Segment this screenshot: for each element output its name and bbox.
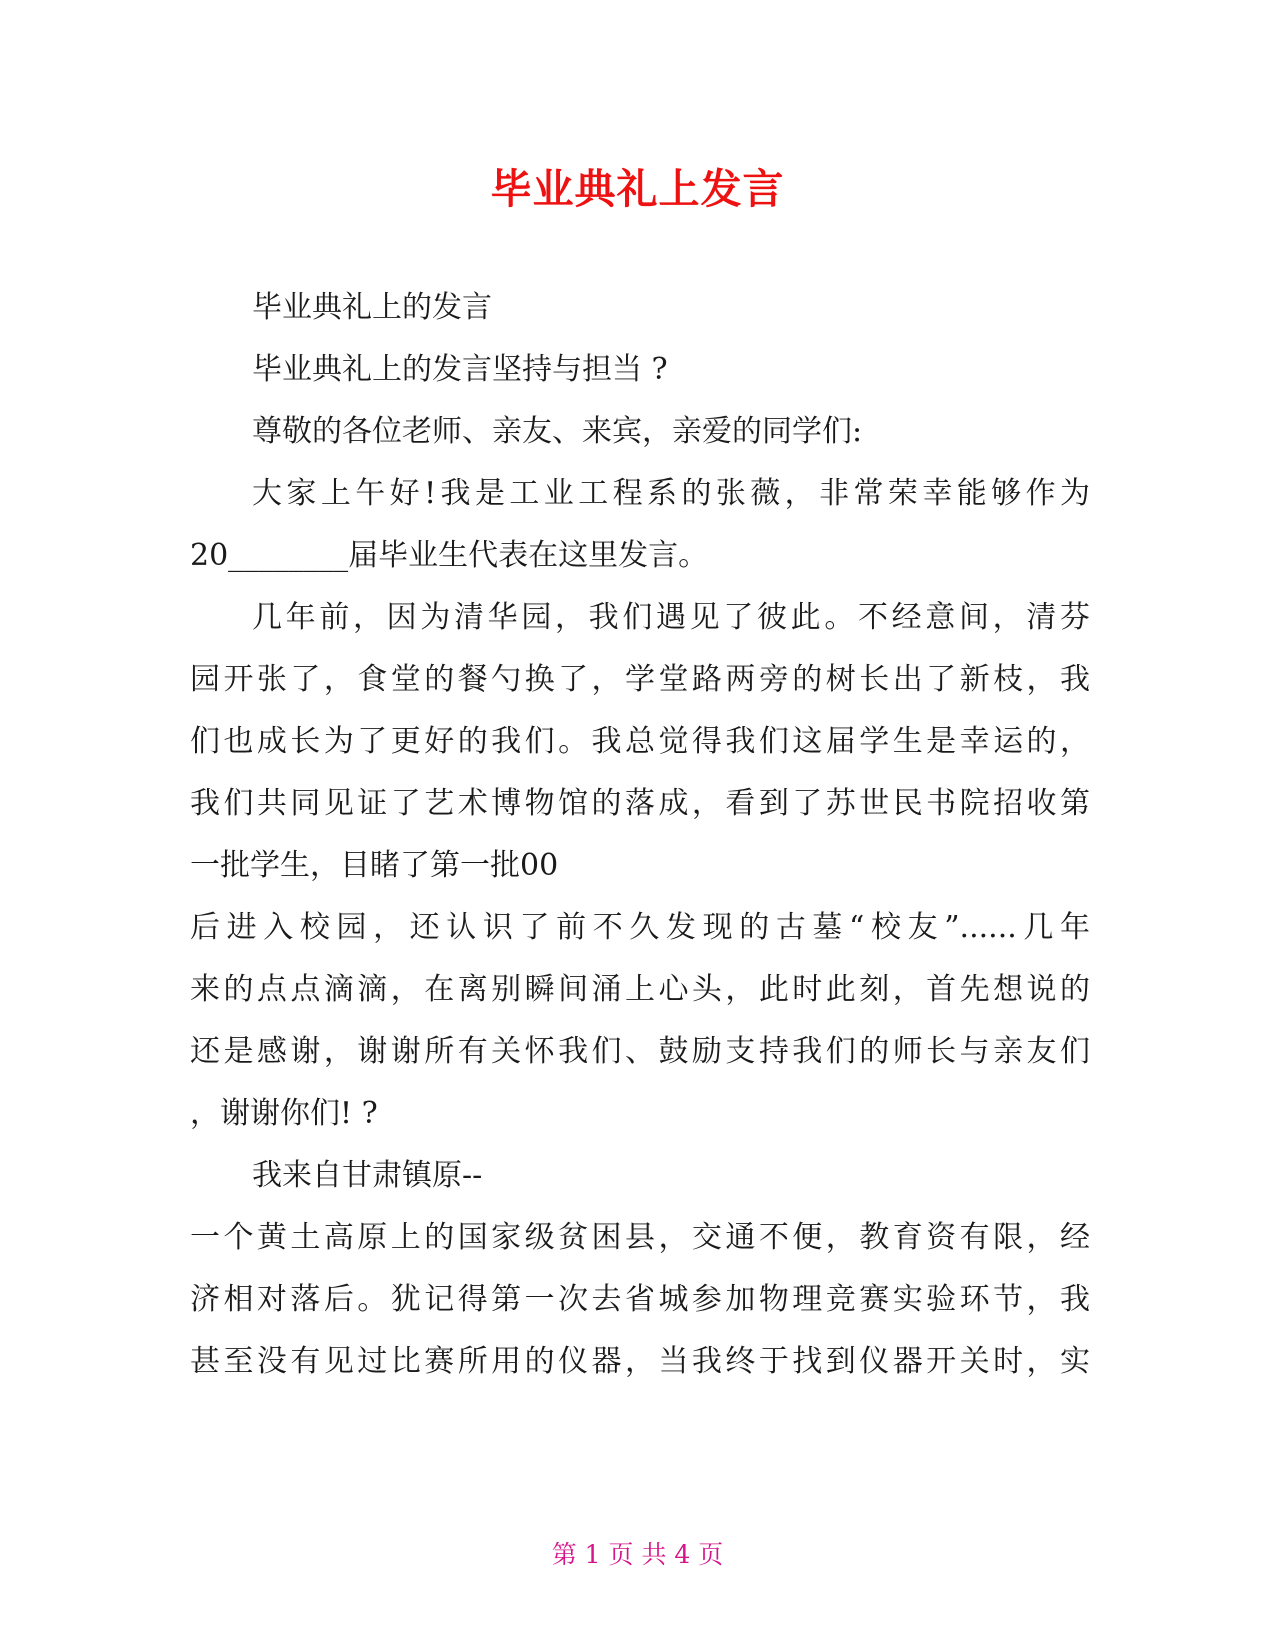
body-line: 还是感谢，谢谢所有关怀我们、鼓励支持我们的师长与亲友们 — [190, 1034, 1090, 1069]
body-line: 一批学生，目睹了第一批00 — [190, 848, 559, 883]
body-line: 毕业典礼上的发言 — [252, 290, 492, 325]
document-title: 毕业典礼上发言 — [490, 165, 785, 213]
body-line: 甚至没有见过比赛所用的仪器，当我终于找到仪器开关时，实 — [190, 1344, 1090, 1379]
body-line: 济相对落后。犹记得第一次去省城参加物理竞赛实验环节，我 — [190, 1282, 1090, 1317]
page-footer: 第 1 页 共 4 页 — [551, 1540, 724, 1569]
body-line: 20________届毕业生代表在这里发言。 — [190, 538, 709, 573]
body-line: 一个黄土高原上的国家级贫困县，交通不便，教育资有限，经 — [190, 1220, 1090, 1255]
body-line: 尊敬的各位老师、亲友、来宾，亲爱的同学们: — [252, 414, 863, 449]
body-line: 我来自甘肃镇原-- — [252, 1158, 483, 1193]
body-line: 们也成长为了更好的我们。我总觉得我们这届学生是幸运的， — [190, 724, 1090, 759]
body-line: 几年前，因为清华园，我们遇见了彼此。不经意间，清芬 — [252, 600, 1090, 635]
body-line: 后进入校园，还认识了前不久发现的古墓“校友”......几年 — [190, 910, 1090, 945]
body-line: 大家上午好!我是工业工程系的张薇，非常荣幸能够作为 — [252, 476, 1090, 511]
body-line: 毕业典礼上的发言坚持与担当 ? — [252, 352, 668, 387]
body-line: 来的点点滴滴，在离别瞬间涌上心头，此时此刻，首先想说的 — [190, 972, 1090, 1007]
body-line: ，谢谢你们! ? — [190, 1096, 378, 1131]
body-line: 我们共同见证了艺术博物馆的落成，看到了苏世民书院招收第 — [190, 786, 1090, 821]
body-line: 园开张了，食堂的餐勺换了，学堂路两旁的树长出了新枝，我 — [190, 662, 1090, 697]
